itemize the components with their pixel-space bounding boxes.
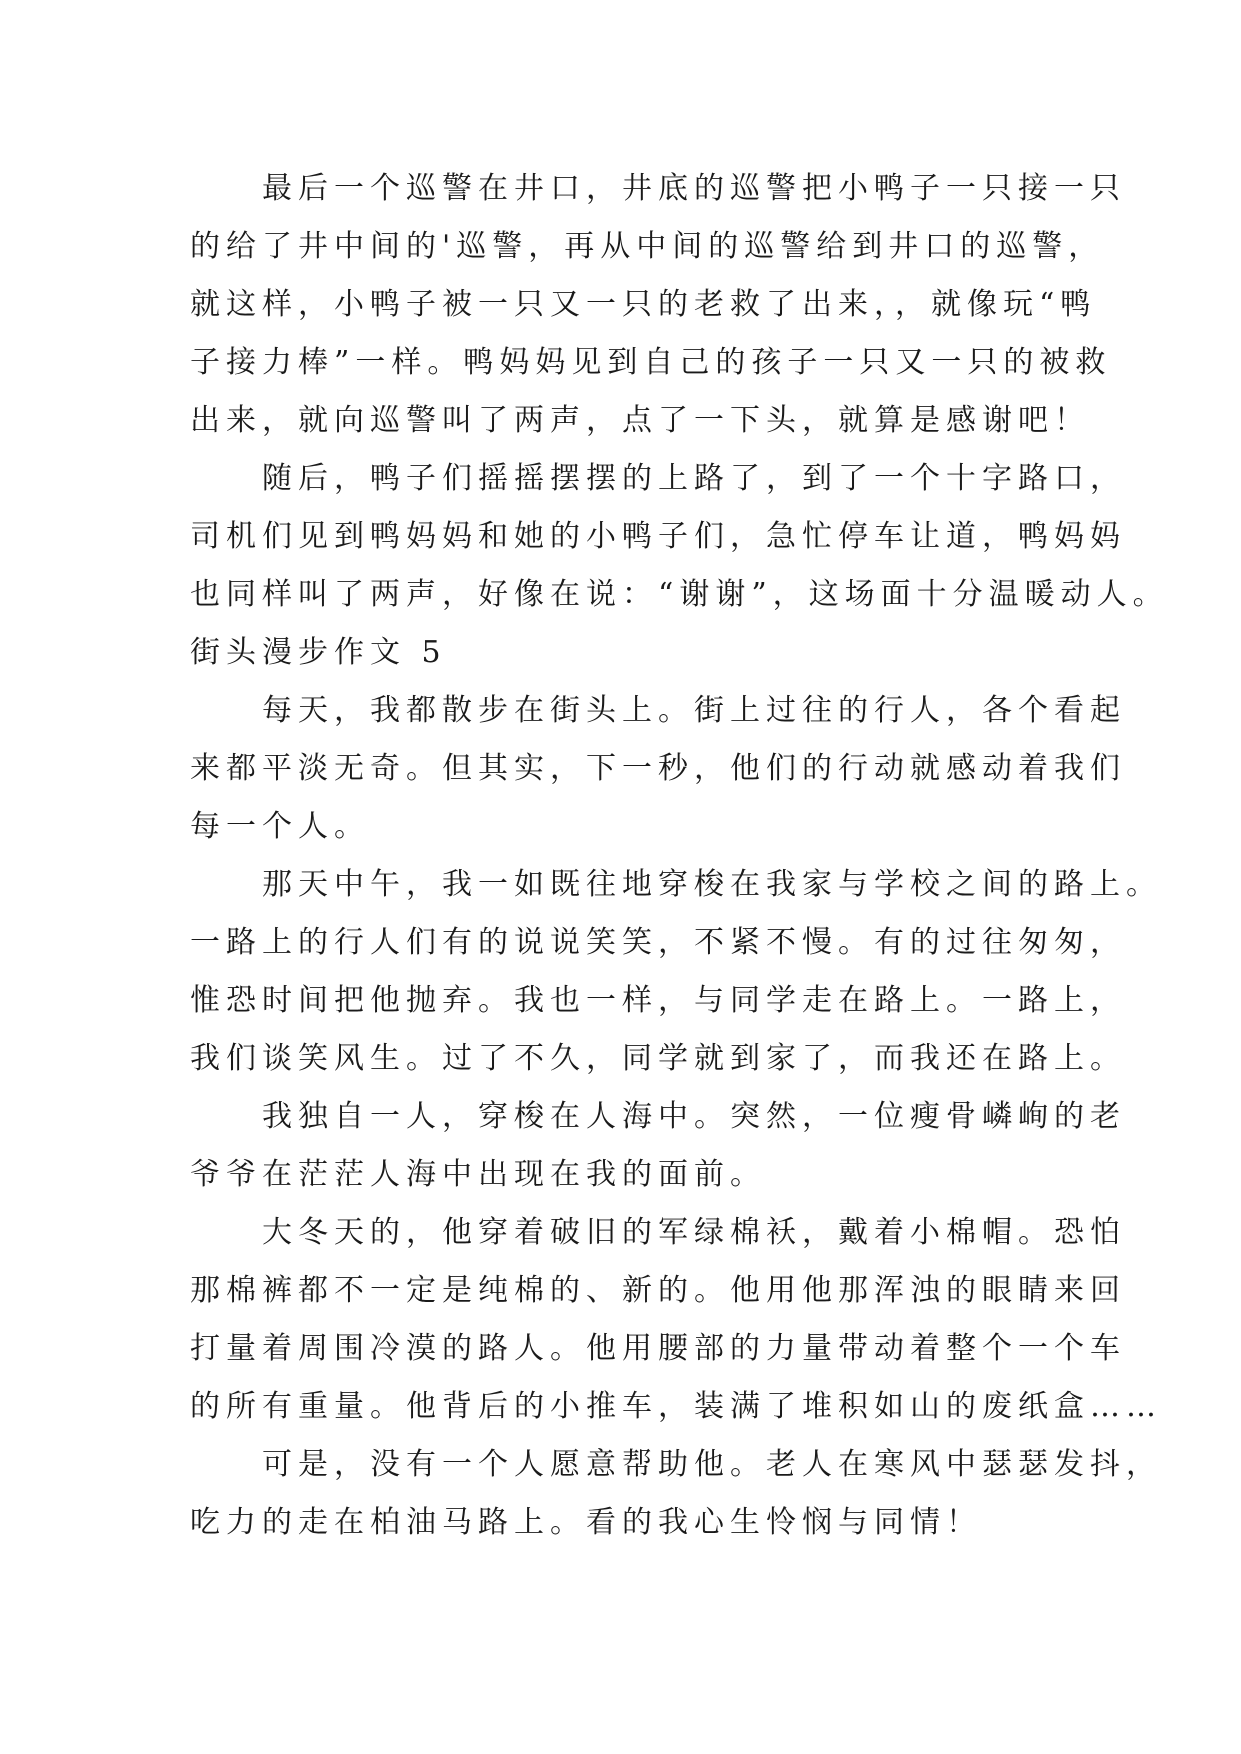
text-line: 子接力棒”一样。鸭妈妈见到自己的孩子一只又一只的被救 (190, 345, 1112, 380)
text-line: 的所有重量。他背后的小推车，装满了堆积如山的废纸盒…… (190, 1389, 1162, 1424)
text-line: 爷爷在茫茫人海中出现在我的面前。 (190, 1157, 766, 1192)
text-line: 就这样，小鸭子被一只又一只的老救了出来，，就像玩“鸭 (190, 287, 1097, 322)
text-line: 惟恐时间把他抛弃。我也一样，与同学走在路上。一路上， (190, 983, 1126, 1018)
text-line: 吃力的走在柏油马路上。看的我心生怜悯与同情！ (190, 1505, 982, 1540)
text-line: 最后一个巡警在井口，井底的巡警把小鸭子一只接一只 (190, 171, 1126, 206)
text-line: 那天中午，我一如既往地穿梭在我家与学校之间的路上。 (190, 867, 1162, 902)
paragraph (190, 160, 1126, 450)
paragraph (190, 1088, 1126, 1204)
text-line: 我独自一人，穿梭在人海中。突然，一位瘦骨嶙峋的老 (190, 1099, 1126, 1134)
paragraph (190, 1204, 1162, 1436)
section-heading: 街头漫步作文 5 (190, 635, 447, 670)
paragraph (190, 682, 1126, 856)
text-line: 大冬天的，他穿着破旧的军绿棉袄，戴着小棉帽。恐怕 (190, 1215, 1126, 1250)
text-line: 一路上的行人们有的说说笑笑，不紧不慢。有的过往匆匆， (190, 925, 1126, 960)
text-line: 出来，就向巡警叫了两声，点了一下头，就算是感谢吧！ (190, 403, 1090, 438)
document-body (190, 160, 1169, 1552)
text-line: 随后，鸭子们摇摇摆摆的上路了，到了一个十字路口， (190, 461, 1126, 496)
text-line: 的给了井中间的'巡警，再从中间的巡警给到井口的巡警， (190, 229, 1105, 264)
text-line: 也同样叫了两声，好像在说：“谢谢”，这场面十分温暖动人。 (190, 577, 1169, 612)
text-line: 来都平淡无奇。但其实，下一秒，他们的行动就感动着我们 (190, 751, 1126, 786)
paragraph (190, 856, 1162, 1088)
text-line: 每一个人。 (190, 809, 370, 844)
text-line: 打量着周围冷漠的路人。他用腰部的力量带动着整个一个车 (190, 1331, 1126, 1366)
text-line: 可是，没有一个人愿意帮助他。老人在寒风中瑟瑟发抖， (190, 1447, 1162, 1482)
text-line: 每天，我都散步在街头上。街上过往的行人，各个看起 (190, 693, 1126, 728)
paragraph (190, 450, 1169, 682)
text-line: 司机们见到鸭妈妈和她的小鸭子们，急忙停车让道，鸭妈妈 (190, 519, 1126, 554)
text-line: 我们谈笑风生。过了不久，同学就到家了，而我还在路上。 (190, 1041, 1126, 1076)
paragraph (190, 1436, 1162, 1552)
text-line: 那棉裤都不一定是纯棉的、新的。他用他那浑浊的眼睛来回 (190, 1273, 1126, 1308)
